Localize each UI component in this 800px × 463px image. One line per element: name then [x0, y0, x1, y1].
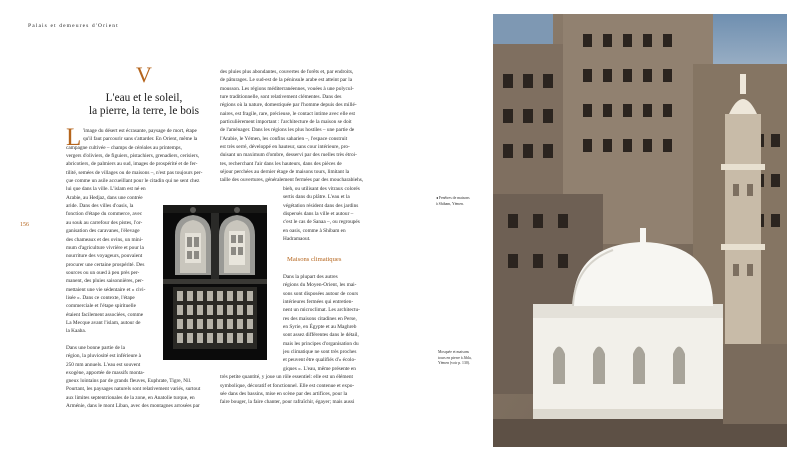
body-line: symbolique, décoratif et fonctionnel. Elle est contenue et expo-: [220, 382, 355, 389]
body-line: manent, des pluies saisonnières, per-: [66, 278, 144, 285]
body-line: lisée ». Dans ce contexte, l'étape: [66, 294, 135, 301]
mosque-photo: [493, 14, 787, 447]
body-line: régions où la nature, domestiquée par l'homme depuis des millé-: [220, 102, 357, 109]
column-2-right-lower: [283, 273, 426, 373]
body-line: tilité, semées de villages ou de maisons –, n'est pas toujours per-: [66, 169, 203, 176]
body-line: aux limites septentrionales de la zone, en Anatolie turque, en: [66, 394, 195, 401]
mosque-illustration: [493, 14, 787, 447]
section-subhead: Maisons climatiques: [287, 256, 342, 263]
body-line: séjour perchées au dernier étage de maisons tours, limitant la: [220, 169, 350, 176]
body-line: de l'aménager. Dans les régions les plus hostiles – une partie de: [220, 127, 355, 134]
body-line: sources ou un oued à peu près per-: [66, 269, 140, 276]
body-line: faire bouger, la faire chanter, pour rafraîchir, égayer; mais aussi: [220, 399, 355, 406]
body-line: sertis dans du plâtre. L'eau et la: [283, 194, 350, 201]
body-line: jeu climatique ne sont très proches: [283, 349, 357, 356]
column-2-bottom: [220, 373, 426, 406]
body-line: de pâturages. Le sud-est de la péninsule arabe est atteint par la: [220, 77, 353, 84]
body-line: Dans une bonne partie de la: [66, 344, 125, 351]
body-line: au souk au carrefour des pistes, l'or-: [66, 219, 143, 226]
caption-mosque: [438, 350, 472, 367]
body-line: vergers d'oliviers, de figuiers, pistachiers, grenadiers, cerisiers,: [66, 153, 200, 160]
carved-window-photo: [163, 205, 267, 360]
body-line: lui que dans la ville. L'islam est né en: [66, 186, 146, 193]
column-2-top: [220, 68, 426, 185]
body-line: région, la pluviosité est inférieure à: [66, 353, 142, 360]
body-line: est très serré, développé en hauteur, sans cour intérieure, pro-: [220, 144, 350, 151]
body-line: ture traditionnelle, sont relativement clémentes. Dans des: [220, 94, 342, 101]
body-line: Hadramaout.: [283, 236, 311, 243]
page-number: 156: [20, 222, 29, 228]
body-line: étaient facilement associées, comme: [66, 311, 144, 318]
caption-line: à Shibam, Yémen.: [436, 201, 464, 206]
body-line: sée dans des bassins, mise en scène par des artifices, pour la: [220, 390, 348, 397]
body-line: Dans la plupart des autres: [283, 274, 338, 280]
body-line: sons sont disposées autour de cours: [283, 290, 359, 297]
body-line: duisant un maximum d'ombre, desservi par des ruelles très étroi-: [220, 152, 357, 159]
body-line: ganisation des caravanes, l'élevage: [66, 228, 140, 235]
body-line: 250 mm annuels. L'eau est souvent: [66, 361, 141, 368]
body-line: des pluies plus abondantes, couvertes de forêts et, par endroits,: [220, 69, 354, 75]
drop-cap: L: [66, 124, 82, 151]
chapter-number: V: [136, 62, 152, 87]
body-line: en Syrie, en Égypte et au Maghreb: [283, 324, 357, 331]
body-line: nourriture des voyageurs, pouvaient: [66, 253, 143, 260]
caption-line: Yémen (voir p. 130).: [438, 361, 470, 366]
body-line: La Mecque avant l'islam, autour de: [66, 319, 141, 326]
body-line: giques ». L'eau, même présente en: [283, 365, 356, 372]
body-line: des chameaux et des ovins, un mini-: [66, 236, 143, 243]
body-line: abricotiers, de palmiers au sud, images de prospérité et de fer-: [66, 161, 198, 168]
window-screen-illustration: [163, 205, 267, 360]
body-line: Arabie, au Hedjaz, dans une contrée: [66, 194, 143, 201]
body-line: mum d'agriculture vivrière et pour la: [66, 244, 144, 251]
body-line: tes, recherchant l'air dans les hauteurs, dans des pièces de: [220, 160, 342, 167]
body-line: mousson. Les régions méditerranéennes, vouées à une polycul-: [220, 85, 354, 92]
body-line: intérieures fermées qui entretien-: [283, 299, 354, 306]
body-line: la Kaaba.: [66, 328, 86, 335]
column-1-narrow: [66, 194, 158, 378]
body-line: exogène, apportée de massifs monta-: [66, 370, 145, 377]
chapter-title-line: la pierre, la terre, le bois: [88, 105, 200, 117]
running-head: Palais et demeures d'Orient: [28, 23, 119, 29]
body-line: bieh, ou utilisant des vitraux colorés: [283, 186, 360, 192]
body-line: l'Arabie, le Yémen, les confins saharien –, l'espace construit: [220, 135, 348, 142]
body-line: Pourtant, les paysages naturels sont relativement variés, surtout: [66, 386, 201, 393]
body-line: très petite quantité, y joue un rôle essentiel: elle est un élément: [220, 374, 353, 381]
body-line: végétation résident dans des jardins: [283, 202, 359, 209]
body-line: dispersés dans la ville et autour –: [283, 211, 354, 218]
body-line: aride. Dans des villes d'oasis, la: [66, 203, 134, 210]
body-line: et peuvent être qualifiés d'« écolo-: [283, 357, 356, 364]
body-line: qu'il faut parcourir sans s'attarder. En Orient, même la: [83, 136, 198, 143]
body-line: 'image du désert est écrasante, paysage de mort, étape: [83, 128, 197, 134]
column-2-right-upper: [283, 185, 426, 243]
body-line: mettaient une vie sédentaire et « civi-: [66, 286, 146, 293]
body-line: [66, 336, 158, 344]
caption-windows: [436, 196, 470, 207]
body-line: campagne cultivée – champs de céréales au printemps,: [66, 144, 182, 151]
body-line: procurer une certaine prospérité. Des: [66, 261, 145, 268]
body-line: Arménie, dans le mont Liban, avec des montagnes arrosées par: [66, 403, 200, 410]
body-line: c'est le cas de Sanaa –, ou regroupés: [283, 219, 360, 226]
body-line: mais les principes d'organisation du: [283, 340, 359, 347]
caption-line: tours en pierre à Jibla,: [438, 355, 472, 360]
body-line: gneux lointains par de grands fleuves, Euphrate, Tigre, Nil.: [66, 378, 192, 384]
chapter-title-line: L'eau et le soleil,: [105, 92, 183, 104]
caption-line: ◂ Fenêtres de maisons: [436, 196, 470, 200]
chapter-title: [66, 92, 222, 118]
body-line: régions du Moyen-Orient, les mai-: [283, 282, 357, 289]
body-line: taille des ouvertures, généralement fermées par des moucharabiehs,: [220, 177, 364, 184]
body-line: en oasis, comme à Shibam en: [283, 227, 346, 234]
caption-line: Mosquée et maisons: [438, 350, 470, 354]
body-line: nent un microclimat. Les architectu-: [283, 307, 360, 314]
body-line: particulièrement important : l'architecture de la maison se doit: [220, 119, 352, 126]
body-line: fonction d'étape du commerce, avec: [66, 211, 143, 218]
body-line: sont assez différentes dans le détail,: [283, 332, 359, 339]
body-line: commerciale et l'étape spirituelle: [66, 303, 136, 310]
body-line: çue comme un asile accueillant pour le citadin qui ne sent chez: [66, 178, 200, 185]
body-line: res des maisons citadines en Perse,: [283, 315, 357, 322]
body-line: naires, est fragile, rare, précieuse, le contact intime avec elle est: [220, 110, 356, 117]
